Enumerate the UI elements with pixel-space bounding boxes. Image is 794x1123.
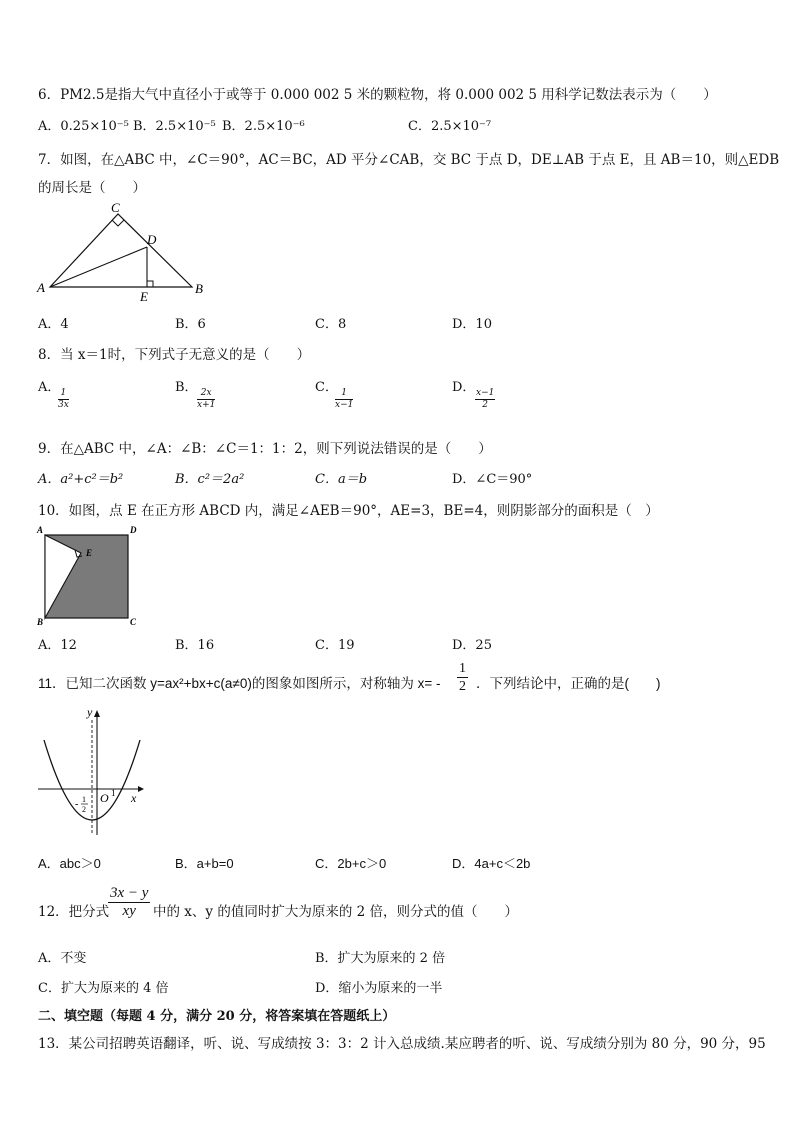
section-2-heading: 二、填空题（每题 4 分，满分 20 分，将答案填在答题纸上）	[38, 1009, 396, 1024]
q8-option-a-num: 1	[58, 388, 69, 400]
q7-option-a: A．4	[38, 317, 69, 332]
q10-label-c: C	[130, 617, 137, 626]
q12-option-b: B．扩大为原来的 2 倍	[315, 951, 446, 966]
q10-label-d: D	[130, 525, 137, 535]
q12-frac-den: xy	[122, 903, 136, 919]
q7-label-a: A	[37, 280, 45, 295]
q11-option-c: C．2b+c＞0	[315, 856, 387, 871]
q8-option-d-den: 2	[482, 400, 489, 410]
q10-label-a: A	[37, 525, 44, 535]
q11-axis-den: 2	[459, 679, 466, 694]
q12-option-c: C．扩大为原来的 4 倍	[38, 981, 169, 996]
q8-option-b-fraction	[197, 388, 215, 411]
q6-option-b: B．2.5×10⁻⁶	[222, 119, 305, 134]
q11-label-half-den: 2	[82, 805, 86, 814]
q7-triangle-figure	[34, 200, 214, 305]
q11-label-one: 1	[111, 788, 116, 798]
q7-option-d: D．10	[452, 317, 492, 332]
q11-label-half-num: 1	[82, 795, 86, 804]
q8-option-b-den: x+1	[197, 400, 216, 410]
q8-option-a-fraction	[58, 388, 69, 411]
q6-stem: 6．PM2.5是指大气中直径小于或等于 0.000 002 5 米的颗粒物，将 0.000 002 5 用科学记数法表示为（ ）	[38, 87, 717, 103]
q7-label-e: E	[140, 289, 148, 304]
q7-label-d: D	[147, 232, 157, 247]
q12-stem-before: 12．把分式	[38, 904, 110, 920]
q8-option-d-letter: D．	[452, 380, 476, 395]
q12-option-d: D．缩小为原来的一半	[315, 981, 443, 996]
q8-stem: 8．当 x＝1时，下列式子无意义的是（ ）	[38, 347, 311, 363]
q11-parabola-figure	[34, 700, 154, 840]
q11-axis-num: 1	[459, 661, 466, 676]
q8-option-b-num: 2x	[197, 388, 215, 400]
q11-stem-after: ．下列结论中，正确的是( )	[476, 676, 661, 691]
q12-fraction	[108, 885, 150, 920]
q12-stem-after: 中的 x、y 的值同时扩大为原来的 2 倍，则分式的值（ ）	[153, 904, 518, 920]
q11-option-a: A．abc＞0	[38, 856, 101, 871]
q11-label-x: x	[131, 791, 137, 805]
q10-square-figure	[34, 524, 144, 626]
q8-option-c-num: 1	[335, 388, 353, 400]
q10-label-e: E	[86, 548, 93, 558]
q10-label-b: B	[37, 617, 44, 626]
q10-option-b: B．16	[175, 638, 215, 653]
q8-option-a-den: 3x	[58, 400, 69, 410]
q9-option-d: D．∠C＝90°	[452, 472, 533, 487]
q7-option-c: C．8	[315, 317, 347, 332]
q9-option-a: A．a²+c²＝b²	[38, 472, 124, 487]
q10-stem: 10．如图，点 E 在正方形 ABCD 内，满足∠AEB＝90°，AE=3，BE=4，则阴影部分的面积是（ ）	[38, 503, 659, 519]
q12-frac-num: 3x − y	[110, 885, 149, 901]
q13-stem: 13．某公司招聘英语翻译，听、说、写成绩按 3：3：2 计入总成绩.某应聘者的听、说、写成绩分别为 80 分，90 分，95	[38, 1036, 766, 1052]
q9-option-b: B．c²＝2a²	[175, 472, 245, 487]
q10-option-a: A．12	[38, 638, 77, 653]
q12-option-a: A．不变	[38, 951, 87, 966]
q7-option-b: B．6	[175, 317, 206, 332]
q8-option-c-fraction	[335, 388, 353, 411]
q7-stem-line1: 7．如图，在△ABC 中，∠C＝90°，AC＝BC，AD 平分∠CAB，交 BC 于点 D，DE⊥AB 于点 E，且 AB＝10，则△EDB	[38, 152, 780, 168]
q8-option-c-den: x−1	[335, 400, 354, 410]
q8-option-c-letter: C．	[315, 380, 338, 395]
q6-option-c: C．2.5×10⁻⁷	[408, 119, 492, 134]
q11-label-neg: -	[75, 799, 79, 810]
q10-option-d: D．25	[452, 638, 492, 653]
q8-option-d-num: x−1	[476, 388, 495, 398]
q10-option-c: C．19	[315, 638, 355, 653]
q11-option-d: D．4a+c＜2b	[452, 856, 531, 871]
q8-option-a-letter: A．	[38, 380, 61, 395]
q9-stem: 9．在△ABC 中，∠A：∠B：∠C＝1：1：2，则下列说法错误的是（ ）	[38, 441, 492, 457]
q8-option-d-fraction	[475, 388, 495, 411]
q8-option-b-letter: B．	[175, 380, 198, 395]
q6-option-a: A．0.25×10⁻⁵ B．2.5×10⁻⁵	[38, 119, 216, 134]
q11-option-b: B．a+b=0	[175, 856, 234, 871]
q7-label-c: C	[111, 200, 120, 215]
q11-stem-before: 11．已知二次函数 y=ax²+bx+c(a≠0)的图象如图所示，对称轴为 x= -	[38, 676, 441, 691]
q7-stem-line2: 的周长是（ ）	[38, 180, 146, 196]
q11-label-y: y	[87, 705, 93, 719]
q11-axis-fraction	[457, 660, 468, 695]
q11-label-o: O	[100, 791, 109, 805]
q9-option-c: C．a＝b	[315, 472, 368, 487]
q7-label-b: B	[195, 281, 203, 296]
